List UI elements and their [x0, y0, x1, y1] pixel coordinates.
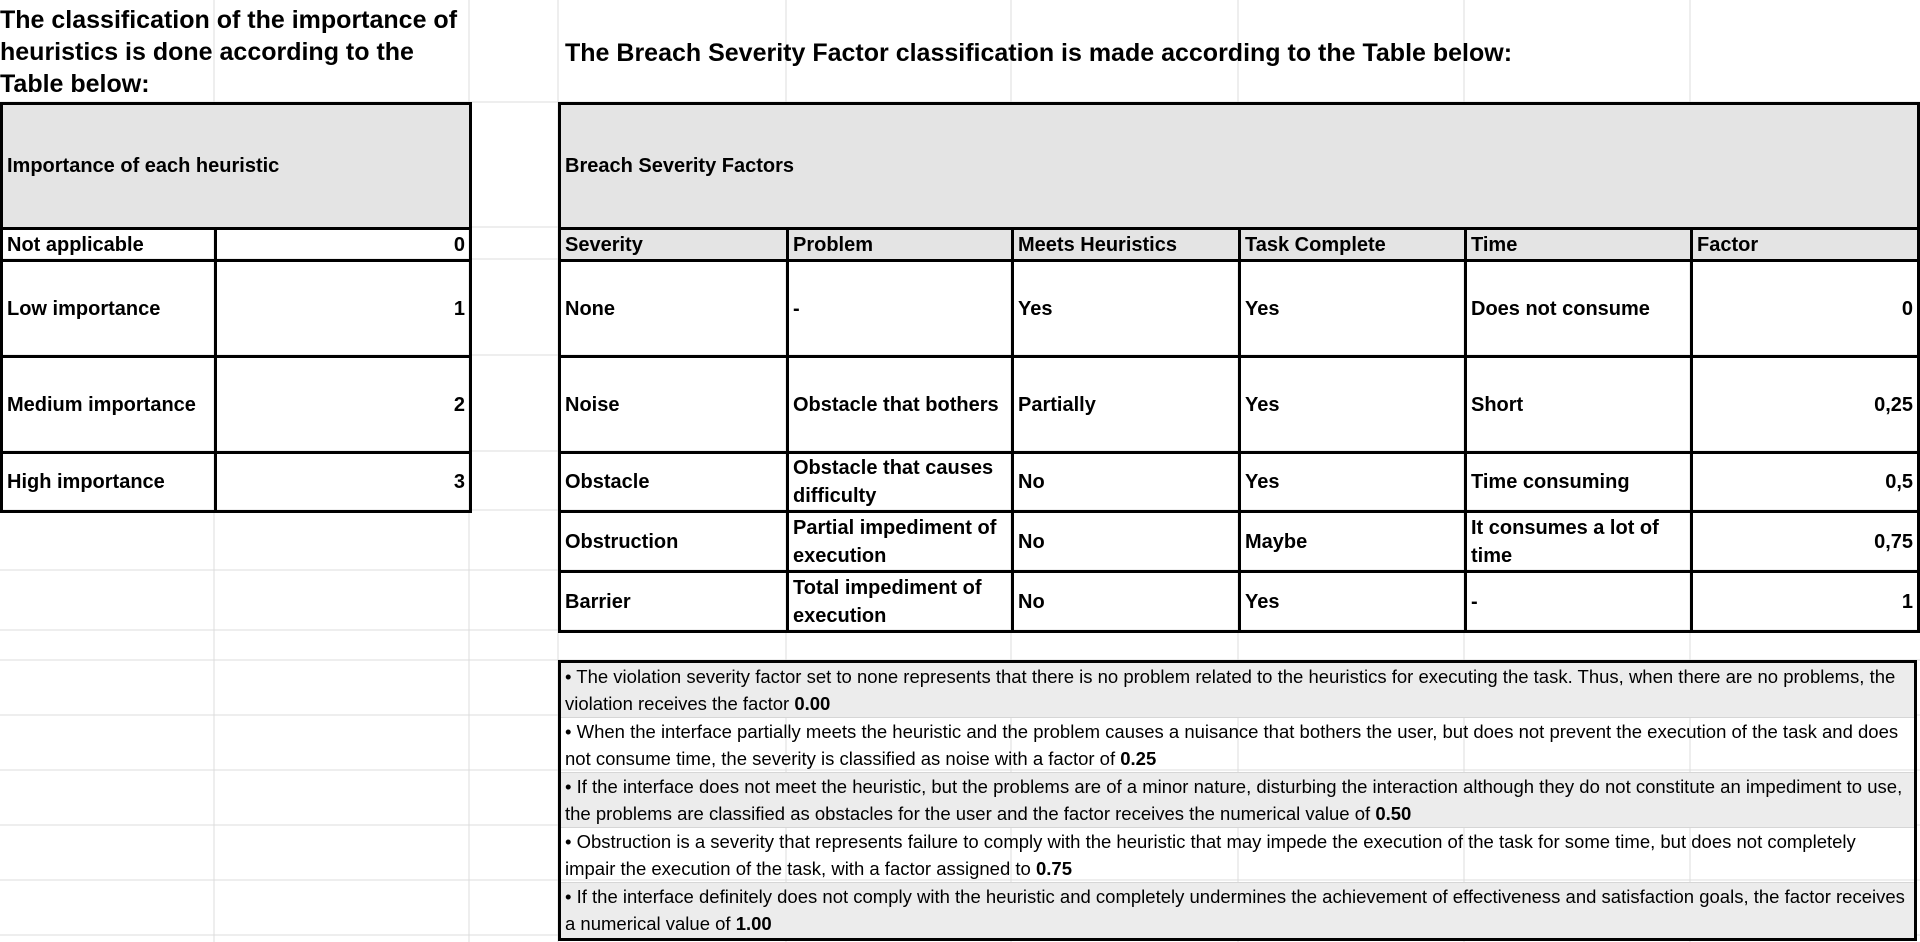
factor-cell: 0: [1692, 261, 1919, 357]
note-item: [561, 773, 1914, 828]
note-item: [561, 883, 1914, 938]
task-complete-cell: Yes: [1240, 453, 1466, 512]
severity-table-header-row: [560, 104, 1919, 229]
severity-cell: Obstruction: [560, 512, 788, 572]
note-item: [561, 663, 1914, 718]
meets-heuristics-cell: Yes: [1013, 261, 1240, 357]
note-text: • If the interface does not meet the heuristic, but the problems are of a minor nature, disturbing the interaction although they do not constitute an impediment to use, the problems are classified as obstacles for the user and the factor receives the numerical value of: [565, 776, 1903, 824]
table-row: [2, 357, 471, 453]
task-complete-cell: Maybe: [1240, 512, 1466, 572]
note-text: • If the interface definitely does not comply with the heuristic and completely undermines the achievement of effectiveness and satisfaction goals, the factor receives a numerical value of: [565, 886, 1905, 934]
column-header-problem: Problem: [788, 229, 1013, 261]
task-complete-cell: Yes: [1240, 261, 1466, 357]
column-header-factor: Factor: [1692, 229, 1919, 261]
meets-heuristics-cell: No: [1013, 512, 1240, 572]
note-value: 0.25: [1120, 748, 1157, 769]
table-row: [560, 512, 1919, 572]
problem-cell: Total impediment of execution: [788, 572, 1013, 632]
severity-heading: The Breach Severity Factor classification is made according to the Table below:: [565, 39, 1513, 67]
importance-label: Medium importance: [2, 357, 216, 453]
importance-label: Low importance: [2, 261, 216, 357]
importance-label: High importance: [2, 453, 216, 512]
time-cell: Does not consume: [1466, 261, 1692, 357]
factor-cell: 1: [1692, 572, 1919, 632]
table-row: [560, 453, 1919, 512]
note-item: [561, 718, 1914, 773]
table-row: [560, 572, 1919, 632]
note-value: 0.00: [794, 693, 831, 714]
importance-table: [0, 102, 472, 513]
importance-value: 1: [216, 261, 471, 357]
severity-notes: [558, 660, 1917, 941]
severity-column-headers: [560, 229, 1919, 261]
meets-heuristics-cell: No: [1013, 453, 1240, 512]
table-row: [560, 261, 1919, 357]
factor-cell: 0,75: [1692, 512, 1919, 572]
meets-heuristics-cell: Partially: [1013, 357, 1240, 453]
time-cell: -: [1466, 572, 1692, 632]
time-cell: It consumes a lot of time: [1466, 512, 1692, 572]
factor-cell: 0,25: [1692, 357, 1919, 453]
problem-cell: Partial impediment of execution: [788, 512, 1013, 572]
task-complete-cell: Yes: [1240, 357, 1466, 453]
importance-table-header-row: [2, 104, 471, 229]
importance-heading: The classification of the importance of heuristics is done according to the Table below:: [0, 6, 458, 98]
importance-value: 3: [216, 453, 471, 512]
note-text: • Obstruction is a severity that represents failure to comply with the heuristic that may impede the execution of the task for some time, but does not completely impair the execution of the task, with a factor assigned to: [565, 831, 1856, 879]
factor-cell: 0,5: [1692, 453, 1919, 512]
note-value: 1.00: [735, 913, 772, 934]
note-item: [561, 828, 1914, 883]
problem-cell: Obstacle that bothers: [788, 357, 1013, 453]
severity-cell: Obstacle: [560, 453, 788, 512]
note-text: • The violation severity factor set to none represents that there is no problem related to the heuristics for executing the task. Thus, when there are no problems, the violation receives the factor: [565, 666, 1896, 714]
note-value: 0.50: [1375, 803, 1412, 824]
severity-cell: None: [560, 261, 788, 357]
note-value: 0.75: [1035, 858, 1072, 879]
importance-label: Not applicable: [2, 229, 216, 261]
column-header-task-complete: Task Complete: [1240, 229, 1466, 261]
problem-cell: Obstacle that causes difficulty: [788, 453, 1013, 512]
severity-table: [558, 102, 1920, 633]
task-complete-cell: Yes: [1240, 572, 1466, 632]
importance-table-title: Importance of each heuristic: [2, 104, 471, 229]
table-row: [2, 261, 471, 357]
note-text: • When the interface partially meets the heuristic and the problem causes a nuisance that bothers the user, but does not prevent the execution of the task and does not consume time, the severity is classified as noise with a factor of: [565, 721, 1899, 769]
meets-heuristics-cell: No: [1013, 572, 1240, 632]
time-cell: Time consuming: [1466, 453, 1692, 512]
table-row: [2, 229, 471, 261]
column-header-meets-heuristics: Meets Heuristics: [1013, 229, 1240, 261]
table-row: [560, 357, 1919, 453]
importance-value: 0: [216, 229, 471, 261]
table-row: [2, 453, 471, 512]
problem-cell: -: [788, 261, 1013, 357]
importance-value: 2: [216, 357, 471, 453]
time-cell: Short: [1466, 357, 1692, 453]
severity-cell: Barrier: [560, 572, 788, 632]
severity-table-title: Breach Severity Factors: [560, 104, 1919, 229]
column-header-severity: Severity: [560, 229, 788, 261]
severity-cell: Noise: [560, 357, 788, 453]
column-header-time: Time: [1466, 229, 1692, 261]
